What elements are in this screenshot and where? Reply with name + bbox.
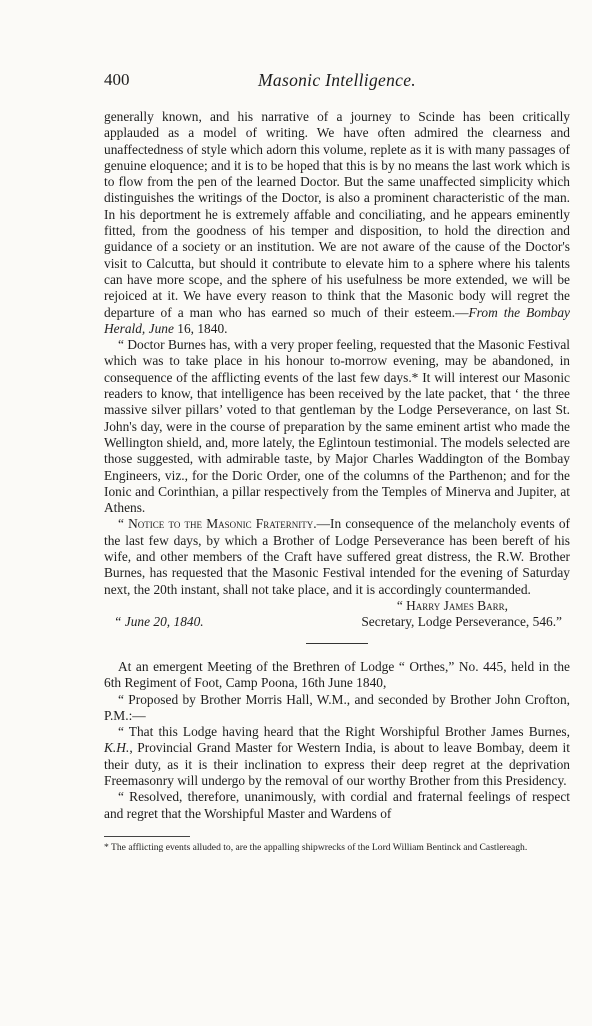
paragraph-proposal: “ Proposed by Brother Morris Hall, W.M., and seconded by Brother John Crofton, P.M.:—	[104, 691, 570, 723]
signature-date: “ June 20, 1840.	[114, 613, 204, 629]
notice-heading: Notice to the Masonic Fraternity.	[128, 516, 317, 532]
citation-date: 16, 1840.	[173, 320, 228, 336]
paragraph-text: generally known, and his narrative of a journey to Scinde has been critically applauded as a model of writing. We have often admired the clearness and unaffectedness of style which adorn this volume, replete as it is with many passages of genuine eloquence; and it is to be hoped that this is by no means the last work which is to flow from the pen of the learned Doctor. But the same unaffected simplicity which distinguishes the writings of the Doctor, is also a prominent characteristic of the man. In his deportment he is extremely affable and conciliating, and he appears eminently fitted, from the goodness of his temper and disposition, to hold the direction and guidance of a society or an institution. We are not aware of the cause of the Doctor's visit to Calcutta, but should it contribute to elevate him to a sphere where his talents can have more scope, and the sphere of his usefulness be more extended, we will be rejoiced at it. We have every reason to think that the Masonic body will regret the departure of a man who has earned so much of their esteem.—	[104, 109, 570, 320]
notice-text: —In consequence of the melancholy events of the last few days, by which a Brother of Lodge Perseverance has been bereft of his wife, and other members of the Craft have suffered great distress, the R.W. Brother Burnes, has requested that the Masonic Festival intended for the evening of Saturday next, the 20th instant, shall not take place, and it is accordingly countermanded.	[104, 516, 571, 597]
signature-block	[104, 598, 570, 630]
paragraph-orthes-meeting: At an emergent Meeting of the Brethren of Lodge “ Orthes,” No. 445, held in the 6th Regiment of Foot, Camp Poona, 16th June 1840,	[104, 658, 570, 691]
paragraph-herald-excerpt	[104, 109, 570, 337]
page-body	[104, 109, 570, 853]
signatory-name: “ Harry James Barr,	[396, 597, 508, 613]
footnote-divider	[104, 836, 190, 837]
footnote: * The afflicting events alluded to, are the appalling shipwrecks of the Lord William Bentinck and Castlereagh.	[104, 841, 528, 853]
signatory-title: Secretary, Lodge Perseverance, 546.”	[361, 613, 562, 629]
paragraph-resolution-preamble	[104, 724, 570, 789]
source-citation: From the Bombay Herald, June	[104, 304, 570, 336]
section-divider	[306, 643, 368, 644]
running-title: Masonic Intelligence.	[258, 70, 416, 90]
notice-open-quote: “	[118, 516, 129, 532]
page-number: 400	[104, 70, 130, 89]
resolution-text: , Provincial Grand Master for Western India, is about to leave Bombay, deem it their duty, as it is their inclination to express their deep regret at the deprivation Freemasonry will undergo by the removal of our worthy Brother from this Presidency.	[104, 740, 570, 788]
notice-paragraph	[104, 516, 570, 597]
paragraph-burnes-festival: “ Doctor Burnes has, with a very proper feeling, requested that the Masonic Festival which was to take place in his honour to-morrow evening, may be abandoned, in consequence of the afflicting events of the last few days.* It will interest our Masonic readers to know, that intelligence has been received by the late packet, that ‘ the three massive silver pillars’ voted to that gentleman by the Lodge Perseverance, on last St. John's day, were in the course of preparation by the same eminent artist who made the Wellington shield, and, more lately, the Eglintoun testimonial. The models selected are those suggested, with admirable taste, by Major Charles Waddington of the Bombay Engineers, viz., for the Doric Order, one of the columns of the Parthenon; and for the Ionic and Corinthian, a pillar respectively from the Temples of Minerva and Jupiter, at Athens.	[104, 337, 570, 516]
page-header	[104, 70, 570, 94]
resolution-lead: “ That this Lodge having heard that the Right Worshipful Brother James Burnes,	[118, 724, 570, 740]
order-title: K.H.	[104, 740, 130, 756]
paragraph-resolved: “ Resolved, therefore, unanimously, with cordial and fraternal feelings of respect and regret that the Worshipful Master and Wardens of	[104, 789, 570, 821]
